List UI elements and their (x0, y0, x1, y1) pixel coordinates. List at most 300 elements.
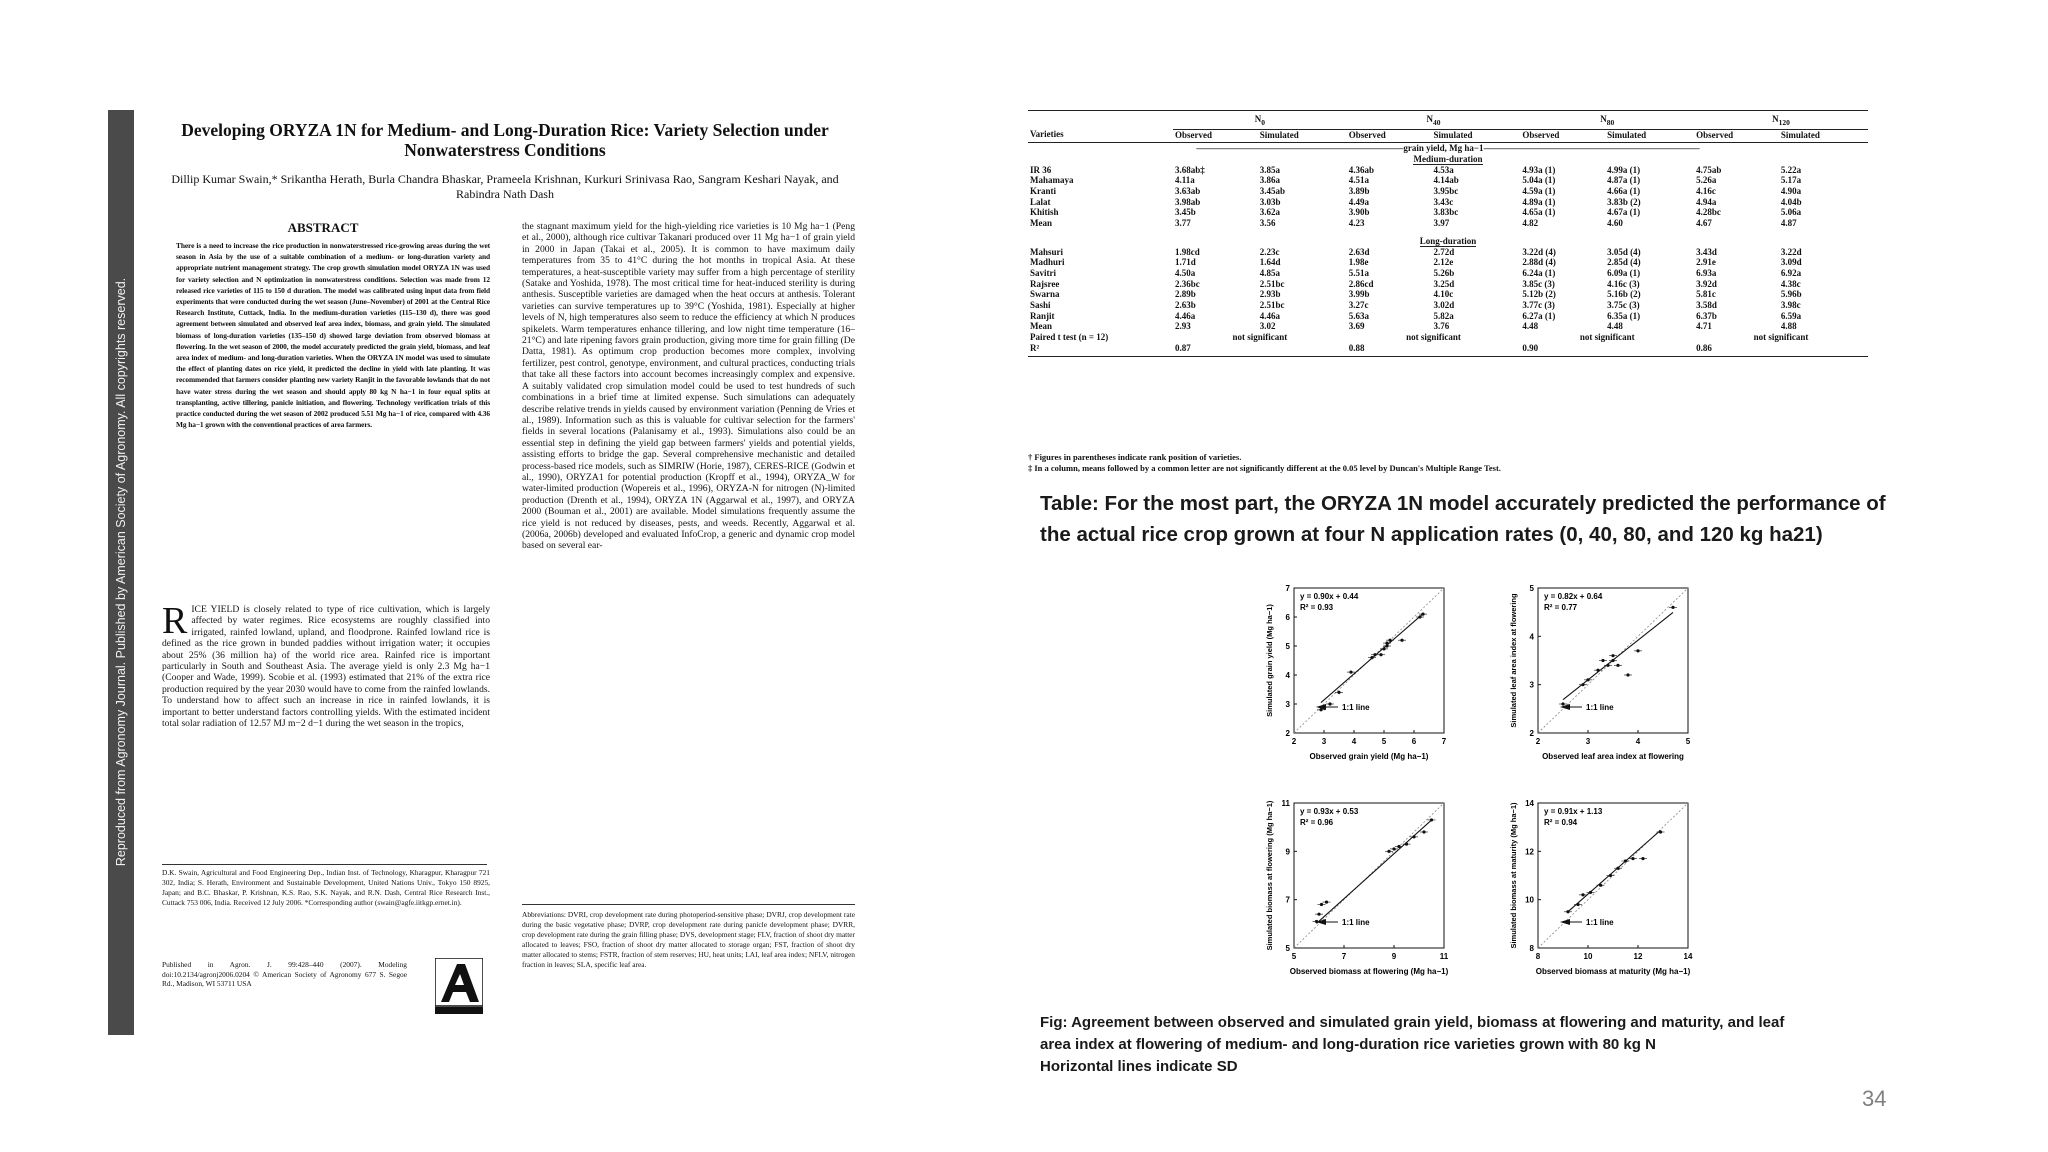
data-point (1388, 639, 1391, 642)
r2-value: 0.86 (1696, 342, 1712, 353)
one-to-one-label: 1:1 line (1342, 918, 1370, 927)
figure-caption-line: Fig: Agreement between observed and simulated grain yield, biomass at flowering and maturity, and leaf (1040, 1014, 1785, 1031)
cell-value: 2.12e (1433, 257, 1454, 268)
regression-equation: y = 0.82x + 0.64 (1544, 592, 1603, 601)
r2-value: 0.90 (1522, 342, 1539, 353)
data-point (1659, 830, 1662, 833)
cell-value: 4.48 (1522, 321, 1539, 332)
cell-value: 2.93b (1259, 289, 1281, 300)
data-point (1626, 673, 1629, 676)
cell-value: 3.89b (1348, 186, 1370, 197)
x-tick-label: 10 (1583, 952, 1593, 961)
cell-value: 4.93a (1) (1522, 164, 1556, 175)
cell-value: 4.65a (1) (1522, 207, 1556, 218)
one-to-one-label: 1:1 line (1342, 703, 1370, 712)
r-squared: R² = 0.94 (1544, 818, 1578, 827)
cell-value: 4.99a (1) (1607, 164, 1641, 175)
r-squared: R² = 0.77 (1544, 603, 1578, 612)
cell-value: 3.86a (1259, 175, 1281, 186)
x-tick-label: 2 (1291, 737, 1297, 746)
data-point (1611, 654, 1614, 657)
x-tick-label: 11 (1439, 952, 1449, 961)
cell-value: 6.93a (1696, 267, 1717, 278)
x-tick-label: 3 (1585, 737, 1591, 746)
cell-value: 5.96b (1780, 289, 1802, 300)
yield-table (1028, 110, 1868, 357)
cell-value: 2.86cd (1348, 278, 1374, 289)
cell-value: 3.27c (1348, 300, 1369, 311)
data-point (1379, 653, 1382, 656)
cell-value: 4.50a (1175, 267, 1196, 278)
cell-value: 5.26a (1696, 175, 1717, 186)
table-row (1028, 207, 1868, 218)
table-row (1028, 218, 1868, 229)
cell-value: 3.69 (1348, 321, 1365, 332)
y-tick-label: 11 (1281, 799, 1290, 808)
x-tick-label: 7 (1441, 737, 1447, 746)
cell-value: 4.87a (1) (1607, 175, 1641, 186)
cell-value: 6.37b (1696, 310, 1717, 321)
cell-value: 6.09a (1) (1607, 267, 1641, 278)
x-axis-label: Observed leaf area index at flowering (1542, 752, 1684, 761)
cell-value: 4.23 (1348, 218, 1365, 229)
table-row (1028, 321, 1868, 332)
variety-name: Madhuri (1030, 257, 1065, 268)
cell-value: 3.75c (3) (1607, 300, 1640, 311)
cell-value: 4.60 (1607, 218, 1623, 229)
r2-value: 0.88 (1348, 342, 1365, 353)
data-point (1581, 683, 1584, 686)
cell-value: 3.95bc (1433, 186, 1459, 197)
cell-value: 4.46a (1175, 310, 1196, 321)
y-tick-label: 7 (1285, 895, 1290, 905)
cell-value: 5.22a (1780, 164, 1802, 175)
variety-name: Rajsree (1030, 278, 1060, 289)
data-point (1609, 874, 1612, 877)
y-tick-label: 8 (1529, 944, 1534, 953)
abstract-text: There is a need to increase the rice production in nonwaterstressed rice-growing areas during the wet season in Asia by the use of a suitable combination of a medium- or long-duration variety and appropriate nutrient management strategy. The crop growth simulation model ORYZA 1N was used for variety selection and N optimization in nonwaterstress conditions. Selection was made from 12 released rice varieties of 115 to 150 d duration. The model was calibrated using input data from field experiments that were conducted during the wet season (June–November) of 2001 at the Central Rice Research Institute, Cuttack, India. In the medium-duration varieties (115–130 d), there was good agreement between simulated and observed leaf area index, biomass, and grain yield. The simulated biomass of long-duration varieties (135–150 d) showed large deviation from observed biomass at flowering. In the wet season of 2000, the model accurately predicted the grain yield, biomass, and leaf area index of medium- and long-duration varieties. When the ORYZA 1N model was used to simulate the effect of planting dates on rice yield, it predicted the decline in yield with late planting. It was recommended that farmers consider planting new variety Ranjit in the favorable lowlands that do not have water stress during the wet season and should apply 80 kg N ha−1 in four equal splits at transplanting, active tillering, panicle initiation, and flowering. Technology verification trials of this practice conducted during the wet season of 2002 produced 5.51 Mg ha−1 of rice, compared with 4.36 Mg ha−1 grown with the conventional practices of area farmers. (176, 241, 490, 430)
cell-value: 3.63ab (1175, 186, 1201, 197)
cell-value: 4.75ab (1696, 164, 1722, 175)
cell-value: 4.94a (1696, 196, 1717, 207)
data-point (1317, 913, 1320, 916)
group-header: $N_0$ (1173, 111, 1347, 129)
cell-value: 2.36bc (1175, 278, 1200, 289)
column-header: Observed (1347, 129, 1432, 143)
x-tick-label: 3 (1321, 737, 1327, 746)
cell-value: 4.53a (1433, 164, 1454, 175)
one-to-one-label: 1:1 line (1586, 703, 1614, 712)
r-squared: R² = 0.96 (1300, 818, 1334, 827)
cell-value: 4.59a (1) (1522, 186, 1556, 197)
y-tick-label: 10 (1525, 895, 1534, 905)
data-point (1599, 884, 1602, 887)
cell-value: 5.12b (2) (1522, 289, 1556, 300)
regression-equation: y = 0.93x + 0.53 (1300, 807, 1359, 816)
variety-name: Khitish (1030, 207, 1059, 218)
cell-value: 4.71 (1696, 321, 1712, 332)
y-axis-label: Simulated leaf area index at flowering (1509, 593, 1518, 728)
data-point (1566, 910, 1569, 913)
variety-name: Sashi (1030, 300, 1051, 311)
table-caption: Table: For the most part, the ORYZA 1N model accurately predicted the performance of the actual rice crop grown at four N application rates (0, 40, 80, and 120 kg ha21) (1040, 492, 1886, 546)
cell-value: 3.22d (4) (1522, 246, 1556, 257)
paper-title: Developing ORYZA 1N for Medium- and Long-Duration Rice: Variety Selection under Nonwaterstress Conditions (181, 120, 829, 160)
y-tick-label: 2 (1529, 729, 1534, 738)
x-tick-label: 6 (1411, 737, 1417, 746)
y-tick-label: 12 (1525, 847, 1534, 857)
data-point (1611, 659, 1614, 662)
cell-value: 4.51a (1348, 175, 1369, 186)
table-row (1028, 257, 1868, 268)
data-point (1589, 891, 1592, 894)
cell-value: 3.02d (1433, 300, 1455, 311)
society-logo-icon (435, 958, 483, 1014)
copyright-notice: Reproduced from Agronomy Journal. Published by American Society of Agronomy. All copyrights reserved. (114, 277, 128, 867)
data-point (1412, 835, 1415, 838)
r2-row (1028, 343, 1868, 354)
cell-value: 3.03b (1259, 196, 1281, 207)
cell-value: 4.10c (1433, 289, 1454, 300)
table-row (1028, 279, 1868, 290)
data-point (1422, 830, 1425, 833)
cell-value: 6.35a (1) (1607, 310, 1641, 321)
regression-line (1568, 830, 1661, 911)
divider (522, 904, 855, 905)
one-to-one-label: 1:1 line (1586, 918, 1614, 927)
x-tick-label: 4 (1351, 737, 1357, 746)
x-tick-label: 5 (1685, 737, 1691, 746)
cell-value: 3.02 (1259, 321, 1276, 332)
cell-value: 6.59a (1780, 310, 1802, 321)
intro-left-column (162, 604, 490, 872)
y-tick-label: 2 (1285, 729, 1290, 738)
data-point (1581, 893, 1584, 896)
variety-name: Ranjit (1030, 310, 1055, 321)
y-tick-label: 5 (1285, 944, 1290, 953)
table-footnotes (1028, 452, 1868, 474)
cell-value: 4.36ab (1348, 164, 1374, 175)
cell-value: 3.22d (1780, 246, 1802, 257)
y-tick-label: 3 (1285, 700, 1290, 709)
test-result: not significant (1579, 332, 1635, 343)
test-result: not significant (1232, 332, 1288, 343)
data-point (1328, 702, 1331, 705)
table-row (1028, 175, 1868, 186)
cell-value: 3.43c (1433, 196, 1454, 207)
table-row (1028, 247, 1868, 258)
data-point (1337, 691, 1340, 694)
table-row (1028, 289, 1868, 300)
x-tick-label: 9 (1391, 952, 1397, 961)
cell-value: 3.58d (1696, 300, 1717, 311)
abbreviations: Abbreviations: DVRI, crop development rate during photoperiod-sensitive phase; DVRJ, crop development rate during the basic vegetative phase; DVRP, crop development rate during panicle development phase; DVRR, crop development rate during the grain filling phase; DVS, development stage; FLV, fraction of shoot dry matter allocated to leaves; FSO, fraction of shoot dry matter allocated to storage organ; FST, fraction of shoot dry matter allocated to stems; FSTR, fraction of stem reserves; HU, heat units; LAI, leaf area index; NFLV, nitrogen fraction in leaves; SLA, specific leaf area. (522, 910, 855, 969)
y-axis-label: Simulated biomass at flowering (Mg ha−1) (1265, 800, 1274, 951)
regression-line (1563, 612, 1673, 699)
footnote: † Figures in parentheses indicate rank position of varieties. (1028, 452, 1242, 462)
abstract-heading: ABSTRACT (287, 220, 359, 235)
table-row (1028, 165, 1868, 176)
group-header: $N_{80}$ (1520, 111, 1694, 129)
cell-value: 6.24a (1) (1522, 267, 1556, 278)
data-point (1405, 842, 1408, 845)
data-point (1616, 664, 1619, 667)
data-point (1397, 845, 1400, 848)
x-tick-label: 5 (1291, 952, 1297, 961)
x-tick-label: 7 (1341, 952, 1347, 961)
author-affiliation: D.K. Swain, Agricultural and Food Engineering Dep., Indian Inst. of Technology, Kharagpur, Kharagpur 721 302, India; S. Herath, Environment and Sustainable Development, United Nations Univ., Tokyo 150 8925, Japan; and B.C. Bhaskar, P. Krishnan, K.S. Rao, S.K. Nayak, and R.N. Dash, Central Rice Research Inst., Cuttack 753 006, India. Received 12 July 2006. *Corresponding author (swain@agfe.iitkgp.ernet.in). (162, 868, 490, 907)
cell-value: 3.85a (1259, 164, 1281, 175)
column-header: Simulated (1779, 129, 1868, 143)
data-point (1385, 642, 1388, 645)
table-row (1028, 311, 1868, 322)
x-tick-label: 4 (1635, 737, 1641, 746)
y-tick-label: 4 (1529, 632, 1534, 642)
y-tick-label: 4 (1285, 671, 1290, 680)
cell-value: 4.04b (1780, 196, 1802, 207)
data-point (1320, 903, 1323, 906)
data-point (1373, 653, 1376, 656)
cell-value: 4.49a (1348, 196, 1369, 207)
data-point (1400, 639, 1403, 642)
cell-value: 2.51bc (1259, 300, 1285, 311)
cell-value: 2.23c (1259, 246, 1280, 257)
cell-value: 2.63b (1175, 300, 1196, 311)
test-result: not significant (1753, 332, 1809, 343)
column-header: Observed (1694, 129, 1779, 143)
table-row (1028, 300, 1868, 311)
cell-value: 4.11a (1175, 175, 1195, 186)
data-point (1561, 702, 1564, 705)
cell-value: 3.25d (1433, 278, 1455, 289)
data-point (1349, 671, 1352, 674)
data-point (1596, 669, 1599, 672)
variety-name: Mean (1030, 218, 1052, 229)
cell-value: 3.56 (1259, 218, 1276, 229)
data-point (1624, 859, 1627, 862)
cell-value: 3.45ab (1259, 186, 1286, 197)
cell-value: 3.76 (1433, 321, 1450, 332)
cell-value: 2.72d (1433, 246, 1455, 257)
data-point (1382, 647, 1385, 650)
cell-value: 5.82a (1433, 310, 1454, 321)
data-point (1601, 659, 1604, 662)
group-header: $N_{40}$ (1347, 111, 1521, 129)
x-tick-label: 5 (1381, 737, 1387, 746)
y-tick-label: 7 (1285, 584, 1290, 593)
r-squared: R² = 0.93 (1300, 603, 1334, 612)
x-axis-label: Observed grain yield (Mg ha−1) (1309, 752, 1429, 761)
variety-name: Savitri (1030, 267, 1056, 278)
cell-value: 5.26b (1433, 267, 1455, 278)
cell-value: 3.97 (1433, 218, 1450, 229)
variety-name: Kranti (1030, 186, 1056, 197)
cell-value: 3.62a (1259, 207, 1281, 218)
cell-value: 3.83bc (1433, 207, 1459, 218)
cell-value: 4.66a (1) (1607, 186, 1641, 197)
y-tick-label: 3 (1529, 680, 1534, 690)
y-tick-label: 5 (1529, 584, 1534, 593)
data-point (1576, 903, 1579, 906)
cell-value: 5.04a (1) (1522, 175, 1556, 186)
data-point (1421, 613, 1424, 616)
y-tick-label: 6 (1285, 613, 1290, 622)
cell-value: 2.93 (1175, 321, 1191, 332)
cell-value: 3.92d (1696, 278, 1717, 289)
medium-rows (1028, 165, 1868, 229)
cell-value: 5.51a (1348, 267, 1369, 278)
cell-value: 3.43d (1696, 246, 1717, 257)
data-point (1606, 664, 1609, 667)
cell-value: 4.46a (1259, 310, 1281, 321)
unit-row: ———————————————————————grain yield, Mg ha−1———————————————————————— (1196, 143, 1700, 154)
page-number: 34 (1862, 1086, 1887, 1111)
cell-value: 4.14ab (1433, 175, 1459, 186)
cell-value: 4.67a (1) (1607, 207, 1641, 218)
cell-value: 4.28bc (1696, 207, 1721, 218)
r2-value: 0.87 (1175, 342, 1191, 353)
data-point (1392, 847, 1395, 850)
cell-value: 4.16c (1696, 186, 1716, 197)
data-point (1631, 857, 1634, 860)
cell-value: 6.27a (1) (1522, 310, 1556, 321)
variety-name: Lalat (1030, 196, 1051, 207)
regression-equation: y = 0.91x + 1.13 (1544, 807, 1603, 816)
column-header: Simulated (1605, 129, 1694, 143)
cell-value: 4.90a (1780, 186, 1802, 197)
long-rows (1028, 247, 1868, 333)
data-point (1387, 850, 1390, 853)
y-axis-label: Simulated grain yield (Mg ha−1) (1265, 604, 1274, 717)
cell-value: 4.88 (1780, 321, 1797, 332)
cell-value: 1.98e (1348, 257, 1369, 268)
cell-value: 2.85d (4) (1607, 257, 1641, 268)
cell-value: 5.17a (1780, 175, 1802, 186)
y-tick-label: 5 (1285, 642, 1290, 651)
figure-caption (1040, 1012, 1910, 1078)
cell-value: 3.77c (3) (1522, 300, 1555, 311)
y-tick-label: 9 (1285, 847, 1290, 857)
cell-value: 2.88d (4) (1522, 257, 1556, 268)
data-point (1430, 818, 1433, 821)
cell-value: 4.38c (1780, 278, 1801, 289)
data-point (1636, 649, 1639, 652)
data-point (1325, 900, 1328, 903)
column-header: Simulated (1431, 129, 1520, 143)
intro-text: ICE YIELD is closely related to type of rice cultivation, which is largely affected by water regimes. Rice ecosystems are roughly classified into irrigated, rainfed lowland, upland, and floodprone. Rainfed lowland rice is defined as the rice grown in bunded paddies without irrigation water; it occupies about 25% (36 million ha) of the world rice area. Rainfed rice is important particularly in South and Southeast Asia. The average yield is only 2.3 Mg ha−1 (Cooper and Wade, 1999). Scobie et al. (1993) estimated that 21% of the extra rice production required by the year 2030 would have to come from the rainfed lowlands. To understand how to affect such an increase in rice in rainfed lowlands, it is important to better understand factors controlling yields. With the estimated incident total solar radiation of 12.57 MJ m−2 d−1 during the wet season in the tropics, (162, 604, 490, 730)
x-tick-label: 14 (1683, 952, 1693, 961)
cell-value: 4.82 (1522, 218, 1539, 229)
test-result: not significant (1406, 332, 1461, 343)
cell-value: 2.51bc (1259, 278, 1285, 289)
x-tick-label: 8 (1535, 952, 1541, 961)
data-point (1586, 678, 1589, 681)
paired-test-row (1028, 332, 1868, 343)
cell-value: 2.63d (1348, 246, 1370, 257)
column-header: Observed (1520, 129, 1605, 143)
table-row (1028, 197, 1868, 208)
cell-value: 4.87 (1780, 218, 1797, 229)
data-point (1315, 920, 1318, 923)
section-label: Long-duration (1419, 235, 1477, 246)
cell-value: 4.89a (1) (1522, 196, 1556, 207)
x-axis-label: Observed biomass at flowering (Mg ha−1) (1289, 967, 1449, 976)
paper-authors: Dillip Kumar Swain,* Srikantha Herath, Burla Chandra Bhaskar, Prameela Krishnan, Kurkuri Srinivasa Rao, Sangram Keshari Nayak, and Rabindra Nath Dash (171, 172, 839, 201)
y-axis-label: Simulated biomass at maturity (Mg ha−1) (1509, 802, 1518, 949)
data-point (1370, 656, 1373, 659)
cell-value: 3.09d (1780, 257, 1802, 268)
cell-value: 1.64d (1259, 257, 1281, 268)
data-point (1418, 615, 1421, 618)
x-axis-label: Observed biomass at maturity (Mg ha−1) (1535, 967, 1691, 976)
x-tick-label: 2 (1535, 737, 1541, 746)
intro-right-column: the stagnant maximum yield for the high-yielding rice varieties is 10 Mg ha−1 (Peng et al., 2000), although rice cultivar Takanari produced over 11 Mg ha−1 of grain yield in 2000 in Japan (Takai et al., 2005). It is common to have maximum daily temperatures from 35 to 41°C during the hot months in tropical Asia. At these temperatures, a heat-susceptible variety may suffer from a high percentage of sterility (Satake and Yoshida, 1978). The most critical time for heat-induced sterility is during anthesis. Susceptible varieties are damaged when the heat occurs at anthesis. Tolerant varieties can survive temperatures up to 39°C (Yoshida, 1981). Especially at higher levels of N, high temperatures also seem to reduce the efficiency at which N produces spikelets. Warm temperatures enhance tillering, and low night time temperature (16–21°C) and late ripening favors grain production, giving more time for grain filling (De Datta, 1981). As optimum crop production becomes more complex, involving fertilizer, pest control, genotype, environment, and cultural practices, conducting trials that take all these factors into account becomes increasingly complex and expensive. A suitably validated crop simulation model could be used to test hundreds of such combinations in a brief time at limited expense. Such simulations can adequately describe relative trends in yields caused by environment variation (Penning de Vries et al., 1989). Information such as this is valuable for cultivar selection for the farmers' fields in several locations (Palanisamy et al., 1993). Simulations also could be an essential step in defining the yield gap between farmers' yields and potential yields, assisting efforts to bridge the gap. Several comprehensive mechanistic and detailed process-based rice models, such as SIMRIW (Horie, 1987), CERES-RICE (Godwin et al., 1990), ORYZA1 for potential production (Kropff et al., 1994), ORYZA_W for water-limited production (Wopereis et al., 1996), ORYZA-N for nitrogen (N)-limited production (Drenth et al., 1994), ORYZA 1N (Aggarwal et al., 1997), and ORYZA 2000 (Bouman et al., 2001) are available. Model simulations frequently assume the rice yield is not reduced by diseases, pests, and weeds. Recently, Aggarwal et al. (2006a, 2006b) developed and evaluated InfoCrop, a generic and dynamic crop model based on several ear- (522, 221, 855, 552)
cell-value: 3.05d (4) (1607, 246, 1641, 257)
table-row (1028, 268, 1868, 279)
group-header: $N_{120}$ (1694, 111, 1868, 129)
row-label: Paired t test (n = 12) (1030, 332, 1109, 343)
variety-name: Mahsuri (1030, 246, 1064, 257)
data-point (1671, 606, 1674, 609)
section-label: Medium-duration (1413, 153, 1483, 164)
cell-value: 2.91e (1696, 257, 1716, 268)
cell-value: 3.90b (1348, 207, 1370, 218)
cell-value: 3.45b (1175, 207, 1196, 218)
regression-equation: y = 0.90x + 0.44 (1300, 592, 1359, 601)
variety-name: IR 36 (1030, 164, 1052, 175)
cell-value: 3.98c (1780, 300, 1801, 311)
publication-info: Published in Agron. J. 99:428–440 (2007). Modeling doi:10.2134/agronj2006.0204 © American Society of Agronomy 677 S. Segoe Rd., Madison, WI 53711 USA (162, 960, 407, 989)
y-tick-label: 14 (1525, 799, 1534, 808)
cell-value: 3.99b (1348, 289, 1370, 300)
divider (162, 864, 487, 865)
table-row (1028, 186, 1868, 197)
figure-caption-line: Horizontal lines indicate SD (1040, 1058, 1238, 1075)
variety-name: Mahamaya (1030, 175, 1074, 186)
cell-value: 3.85c (3) (1522, 278, 1555, 289)
variety-name: Mean (1030, 321, 1052, 332)
figure-caption-line: area index at flowering of medium- and long-duration rice varieties grown with 80 kg N (1040, 1036, 1656, 1053)
x-tick-label: 12 (1633, 952, 1643, 961)
agreement-plots (1236, 578, 1756, 1006)
cell-value: 4.48 (1607, 321, 1623, 332)
variety-name: Swarna (1030, 289, 1060, 300)
cell-value: 1.98cd (1175, 246, 1200, 257)
column-header: Simulated (1258, 129, 1347, 143)
cell-value: 3.98ab (1175, 196, 1201, 207)
cell-value: 5.16b (2) (1607, 289, 1641, 300)
cell-value: 5.81c (1696, 289, 1716, 300)
column-header: Varieties (1028, 129, 1173, 143)
row-label: R² (1030, 342, 1040, 353)
column-header: Observed (1173, 129, 1258, 143)
copyright-sidebar (108, 110, 134, 1035)
cell-value: 1.71d (1175, 257, 1196, 268)
cell-value: 3.77 (1175, 218, 1191, 229)
cell-value: 5.63a (1348, 310, 1369, 321)
data-point (1641, 857, 1644, 860)
data-point (1616, 867, 1619, 870)
cell-value: 4.16c (3) (1607, 278, 1640, 289)
cell-value: 3.83b (2) (1607, 196, 1641, 207)
cell-value: 4.85a (1259, 267, 1281, 278)
cell-value: 5.06a (1780, 207, 1802, 218)
cell-value: 3.68ab‡ (1175, 164, 1205, 175)
data-point (1385, 644, 1388, 647)
drop-cap: R (162, 604, 188, 642)
footnote: ‡ In a column, means followed by a common letter are not significantly different at the 0.05 level by Duncan's Multiple Range Test. (1028, 463, 1501, 473)
cell-value: 4.67 (1696, 218, 1712, 229)
